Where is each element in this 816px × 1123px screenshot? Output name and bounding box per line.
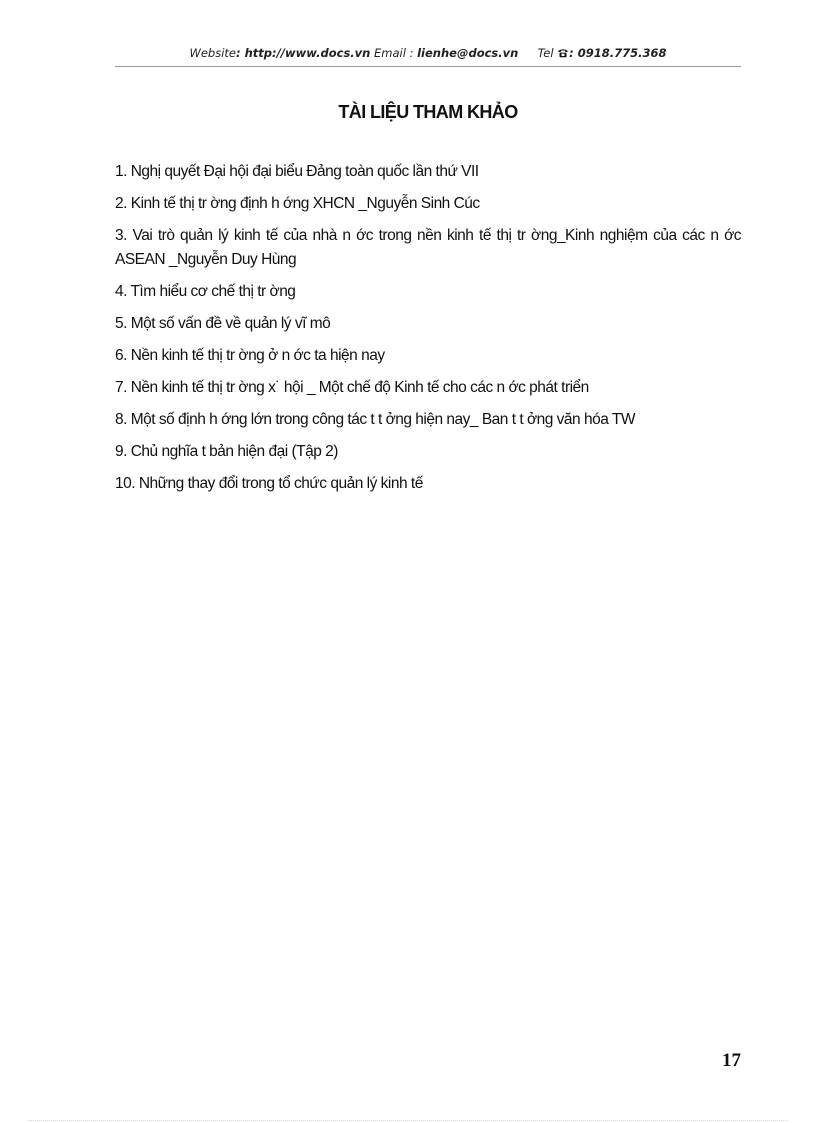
email-address: lienhe@docs.vn — [417, 46, 519, 60]
page-title: TÀI LIỆU THAM KHẢO — [338, 102, 518, 122]
reference-item: 7. Nền kinh tế thị tr ờng x˙ hội _ Một chế độ Kinh tế cho các n ớc phát triển — [115, 379, 589, 396]
email-label: Email : — [374, 46, 414, 60]
reference-item: 3. Vai trò quản lý kinh tế của nhà n ớc trong nền kinh tế thị tr ờng_Kinh nghiệm của các n ớc ASEAN _Nguyễn Duy Hùng — [115, 227, 741, 268]
phone-icon — [557, 48, 569, 58]
reference-item: 2. Kinh tế thị tr ờng định h ớng XHCN _Nguyễn Sinh Cúc — [115, 195, 480, 212]
reference-item: 1. Nghị quyết Đại hội đại biểu Đảng toàn quốc lần thứ VII — [115, 163, 479, 180]
website-label: Website — [189, 46, 236, 60]
reference-item: 6. Nền kinh tế thị tr ờng ở n ớc ta hiện nay — [115, 347, 385, 364]
reference-item: 5. Một số vấn đề về quản lý vĩ mô — [115, 315, 331, 332]
reference-item: 4. Tìm hiểu cơ chế thị tr ờng — [115, 283, 296, 300]
header-rule — [115, 66, 741, 67]
reference-list — [115, 160, 741, 504]
website-url: : http://www.docs.vn — [235, 46, 371, 60]
reference-item: 9. Chủ nghĩa t bản hiện đại (Tập 2) — [115, 443, 338, 460]
reference-item: 8. Một số định h ớng lớn trong công tác t t ởng hiện nay_ Ban t t ởng văn hóa TW — [115, 411, 635, 428]
page-header — [115, 46, 741, 60]
tel-number: : 0918.775.368 — [569, 46, 667, 60]
page-bottom-border — [28, 1120, 788, 1121]
tel-label: Tel — [537, 46, 554, 60]
reference-item: 10. Những thay đổi trong tổ chức quản lý kinh tế — [115, 475, 423, 492]
page-number: 17 — [722, 1050, 741, 1071]
